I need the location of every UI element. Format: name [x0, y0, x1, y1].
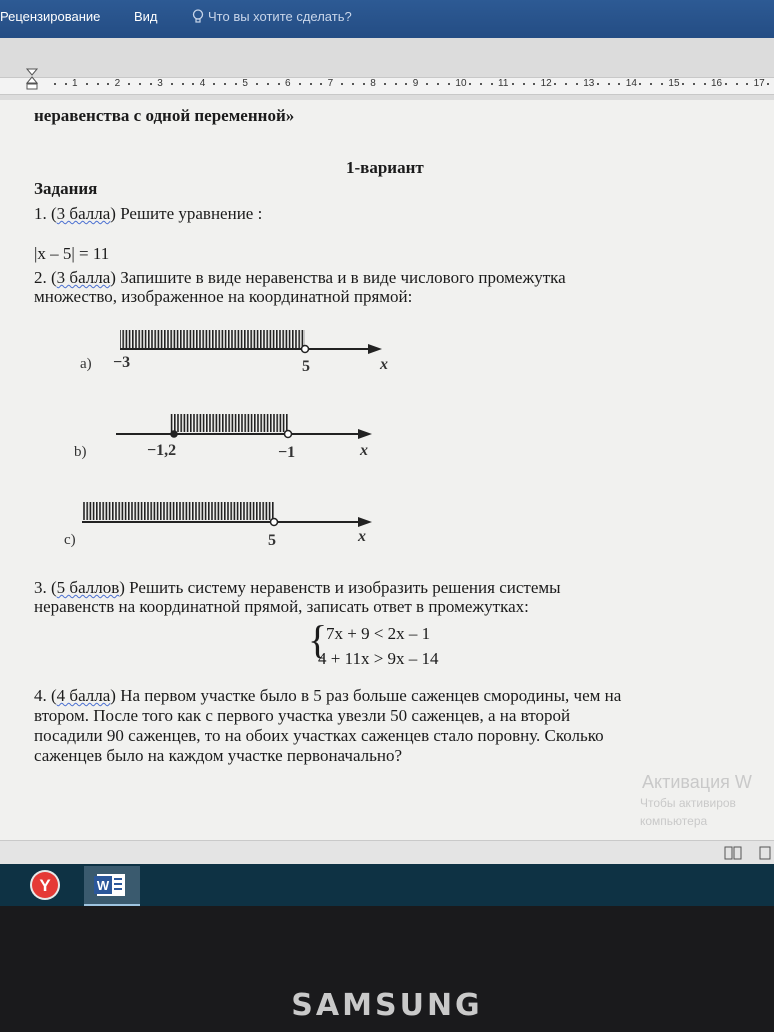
- ruler-number: 17: [753, 78, 765, 89]
- ruler-tick: [267, 83, 269, 85]
- arrow-head-b: [358, 429, 372, 439]
- task2-text1: ) Запишите в виде неравенства и в виде числового промежутка: [110, 268, 566, 287]
- ruler-tick: [128, 83, 130, 85]
- ruler-number: 2: [114, 78, 121, 89]
- task4-num: 4. (: [34, 686, 57, 705]
- activation-watermark-line2: Чтобы активиров: [640, 796, 736, 810]
- activation-watermark-title: Активация W: [642, 772, 752, 792]
- variant-title: 1-вариант: [346, 158, 424, 177]
- ruler-tick: [363, 83, 365, 85]
- open-point-c: [271, 519, 278, 526]
- task3-text1: ) Решить систему неравенств и изобразить решения системы: [119, 578, 561, 597]
- figure-b-letter: b): [74, 444, 87, 460]
- ruler-tick: [192, 83, 194, 85]
- print-layout-icon[interactable]: [758, 846, 772, 860]
- ribbon-tab-bar: [0, 0, 774, 38]
- ruler-number: 10: [455, 78, 467, 89]
- monitor-brand-logo: SAMSUNG: [291, 988, 483, 1023]
- tasks-title: Задания: [34, 179, 98, 198]
- task3-num: 3. (: [34, 578, 57, 597]
- ruler-number: 16: [711, 78, 723, 89]
- ruler-tick: [97, 83, 99, 85]
- ruler-tick: [650, 83, 652, 85]
- ruler-number: 11: [498, 78, 509, 89]
- ruler-tick: [639, 83, 641, 85]
- read-mode-icon[interactable]: [724, 846, 742, 860]
- ruler-tick: [480, 83, 482, 85]
- document-page[interactable]: [0, 100, 774, 840]
- ruler-tick: [608, 83, 610, 85]
- ruler-tick: [554, 83, 556, 85]
- ruler-number: 4: [199, 78, 206, 89]
- ruler-tick: [171, 83, 173, 85]
- ruler-tick: [576, 83, 578, 85]
- ruler-tick: [235, 83, 237, 85]
- label-b-minus1-2: −1,2: [147, 442, 177, 459]
- task3-line1: [34, 578, 561, 598]
- ruler-tick: [139, 83, 141, 85]
- task1-text: [34, 204, 262, 224]
- yandex-browser-button[interactable]: [26, 866, 64, 904]
- task2-line2: множество, изображенное на координатной прямой:: [34, 287, 413, 306]
- ruler-tick: [256, 83, 258, 85]
- arrow-head-a: [368, 344, 382, 354]
- axis-label-a: x: [380, 356, 388, 373]
- task3-line2: неравенств на координатной прямой, записать ответ в промежутках:: [34, 597, 529, 616]
- ruler-tick: [278, 83, 280, 85]
- ruler-tick: [523, 83, 525, 85]
- ruler-tick: [736, 83, 738, 85]
- status-bar: [0, 840, 774, 865]
- ruler-tick: [213, 83, 215, 85]
- label-a-minus3: −3: [113, 354, 131, 371]
- task4-line3: посадили 90 саженцев, то на обоих участках саженцев стало поровну. Сколько: [34, 726, 604, 745]
- svg-text:Y: Y: [39, 876, 51, 895]
- task2-line1: [34, 268, 566, 288]
- taskbar: [0, 864, 774, 906]
- ruler-tick: [224, 83, 226, 85]
- open-point-a: [302, 346, 309, 353]
- ruler-number: 12: [540, 78, 552, 89]
- ruler-tick: [150, 83, 152, 85]
- ruler-number: 6: [285, 78, 291, 89]
- inequality-1: 7x + 9 < 2x – 1: [326, 624, 431, 643]
- yandex-browser-icon: [26, 866, 64, 904]
- task4-line2: втором. После того как с первого участка увезли 50 саженцев, а на второй: [34, 706, 571, 725]
- system-brace: {: [308, 617, 328, 662]
- tab-review[interactable]: Рецензирование: [0, 9, 101, 24]
- word-taskbar-button[interactable]: [84, 866, 140, 906]
- label-b-minus1: −1: [278, 444, 296, 461]
- ruler-tick: [767, 83, 769, 85]
- ruler-tick: [54, 83, 56, 85]
- task3-points: 5 баллов: [56, 578, 120, 597]
- task4-line1: [34, 686, 621, 706]
- task4-text1: ) На первом участке было в 5 раз больше саженцев смородины, чем на: [110, 686, 622, 705]
- ruler-tick: [426, 83, 428, 85]
- indent-marker-icon[interactable]: [26, 68, 38, 90]
- figure-a-letter: a): [80, 356, 92, 372]
- shaded-region-a: [120, 330, 305, 348]
- ruler-tick: [533, 83, 535, 85]
- ruler-tick: [597, 83, 599, 85]
- tell-me-text: Что вы хотите сделать?: [208, 9, 352, 24]
- activation-watermark-line3: компьютера: [640, 814, 708, 828]
- ruler-tick: [341, 83, 343, 85]
- ruler-number: 14: [625, 78, 637, 89]
- ruler-tick: [693, 83, 695, 85]
- closed-point-b: [170, 430, 178, 438]
- ruler-number: 7: [327, 78, 334, 89]
- tab-view[interactable]: Вид: [134, 9, 158, 24]
- ruler-number: 15: [668, 78, 680, 89]
- number-line-a-graphic: [100, 322, 400, 362]
- label-a-5: 5: [302, 358, 310, 375]
- ruler-tick: [86, 83, 88, 85]
- ruler-number: 1: [72, 78, 78, 89]
- ruler-tick: [746, 83, 748, 85]
- ruler-tick: [405, 83, 407, 85]
- task1-instruction: ) Решите уравнение :: [110, 204, 263, 223]
- task2-num: 2. (: [34, 268, 57, 287]
- ruler-tick: [725, 83, 727, 85]
- shaded-region-b: [170, 414, 288, 432]
- ruler-tick: [448, 83, 450, 85]
- ruler-tick: [384, 83, 386, 85]
- ruler-tick: [395, 83, 397, 85]
- ruler-tick: [352, 83, 354, 85]
- ruler-tick: [107, 83, 109, 85]
- tell-me-box[interactable]: [192, 9, 352, 24]
- task1-points: 3 балла: [56, 204, 111, 223]
- ruler-tick: [618, 83, 620, 85]
- ruler-number: 3: [157, 78, 163, 89]
- ruler-tick: [491, 83, 493, 85]
- ruler-tick: [65, 83, 67, 85]
- lightbulb-icon: [192, 9, 204, 24]
- ruler-tick: [437, 83, 439, 85]
- task1-num: 1. (: [34, 204, 57, 223]
- ruler-tick: [299, 83, 301, 85]
- label-c-5: 5: [268, 532, 276, 549]
- arrow-head-c: [358, 517, 372, 527]
- figure-c-letter: c): [64, 532, 76, 548]
- ruler-tick: [704, 83, 706, 85]
- ruler-tick: [565, 83, 567, 85]
- open-point-b: [285, 431, 292, 438]
- task4-line4: саженцев было на каждом участке первоначально?: [34, 746, 403, 765]
- ruler-tick: [661, 83, 663, 85]
- svg-text:W: W: [96, 878, 110, 893]
- ruler-number: 9: [412, 78, 419, 89]
- task2-points: 3 балла: [56, 268, 111, 287]
- task1-equation: |x – 5| = 11: [34, 244, 110, 263]
- horizontal-ruler[interactable]: [0, 38, 774, 108]
- ruler-tick: [182, 83, 184, 85]
- ruler-number: 8: [370, 78, 376, 89]
- shaded-region-c: [82, 502, 274, 520]
- axis-label-c: x: [358, 528, 366, 545]
- inequality-2: 4 + 11x > 9x – 14: [318, 649, 439, 668]
- number-line-c-graphic: [80, 496, 380, 536]
- ruler-tick: [469, 83, 471, 85]
- ruler-tick: [512, 83, 514, 85]
- ruler-number: 13: [583, 78, 595, 89]
- axis-label-b: x: [360, 442, 368, 459]
- header-tail: неравенства с одной переменной»: [34, 106, 295, 125]
- ruler-tick: [310, 83, 312, 85]
- task4-points: 4 балла: [56, 686, 111, 705]
- ruler-tick: [682, 83, 684, 85]
- ruler-number: 5: [242, 78, 248, 89]
- word-icon: [84, 866, 140, 904]
- ruler-tick: [320, 83, 322, 85]
